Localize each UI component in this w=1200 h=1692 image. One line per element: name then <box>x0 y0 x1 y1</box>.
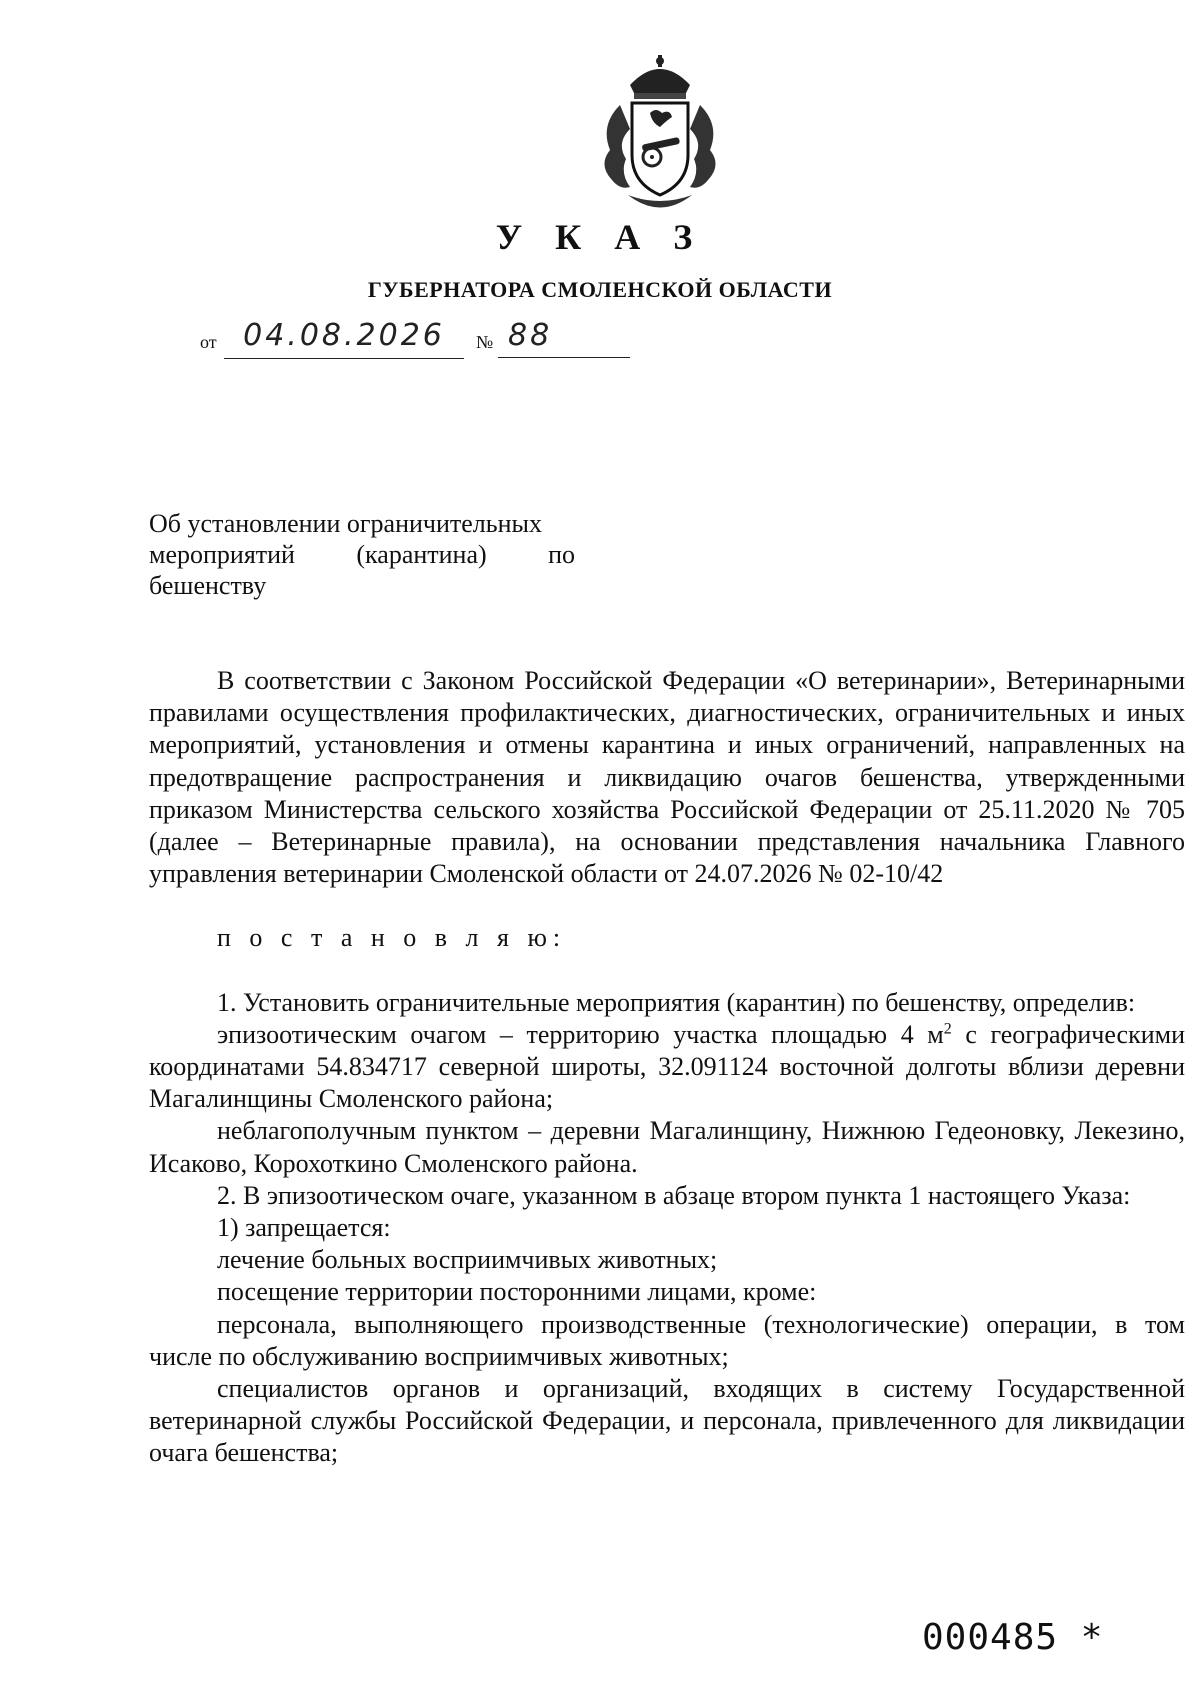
subject-word: по <box>548 540 575 569</box>
document-body <box>149 665 1185 1470</box>
number-prefix: № <box>476 332 494 352</box>
date-prefix: от <box>200 332 217 352</box>
document-title: У К А З <box>495 217 705 257</box>
paragraph-2-item: лечение больных восприимчивых животных; <box>217 1245 718 1275</box>
subject-line: бешенству <box>149 571 267 600</box>
paragraph-2-item: специалистов органов и организаций, входящих в систему Государственной ветеринарной службы Российской Федерации, и персонала, привлеченного для ликвидации очага бешенства; <box>149 1374 1185 1468</box>
paragraph-1: 1. Установить ограничительные мероприятия (карантин) по бешенству, определив: <box>217 987 1136 1017</box>
paragraph-1-focus: эпизоотическим очагом – территорию участка площадью 4 $м^2$ с географическими координатами 54.834717 северной широты, 32.091124 восточной долготы вблизи деревни Магалинщины Смоленского района; <box>149 1019 1185 1114</box>
date-field <box>224 318 464 359</box>
handwritten-number: 88 <box>508 318 553 353</box>
document-issuer: ГУБЕРНАТОРА СМОЛЕНСКОЙ ОБЛАСТИ <box>367 277 833 302</box>
handwritten-date: 04.08.2026 <box>243 318 445 353</box>
serial-number: 000485 * <box>922 1617 1104 1658</box>
coat-of-arms-emblem <box>590 55 730 215</box>
paragraph-1-unfavorable-point: неблагополучным пунктом – деревни Магалинщину, Нижнюю Гедеоновку, Лекезино, Исаково, Корохоткино Смоленского района. <box>149 1116 1185 1178</box>
subject-word: мероприятий <box>149 540 295 569</box>
subject-line <box>149 539 575 570</box>
paragraph-2: 2. В эпизоотическом очаге, указанном в абзаце втором пункта 1 настоящего Указа: <box>217 1180 1131 1210</box>
paragraph-2-item: посещение территории посторонними лицами, кроме: <box>217 1277 817 1307</box>
paragraph-2-item: персонала, выполняющего производственные (технологические) операции, в том числе по обслуживанию восприимчивых животных; <box>149 1309 1185 1371</box>
subject-word: (карантина) <box>356 540 487 569</box>
decree-word: п о с т а н о в л я ю: <box>217 923 567 953</box>
subject-line: Об установлении ограничительных <box>149 509 543 538</box>
preamble-paragraph: В соответствии с Законом Российской Федерации «О ветеринарии», Ветеринарными правилами осуществления профилактических, диагностических, ограничительных и иных мероприятий, установления и отмены карантина и иных ограничений, направленных на предотвращение распространения и ликвидацию очагов бешенства, утвержденными приказом Министерства сельского хозяйства Российской Федерации от 25.11.2020 № 705 (далее – Ветеринарные правила), на основании представления начальника Главного управления ветеринарии Смоленской области от 24.07.2026 № 02-10/42 <box>149 666 1185 889</box>
document-subject <box>149 508 575 601</box>
number-field <box>498 318 630 358</box>
paragraph-2-subitem: 1) запрещается: <box>217 1213 391 1243</box>
